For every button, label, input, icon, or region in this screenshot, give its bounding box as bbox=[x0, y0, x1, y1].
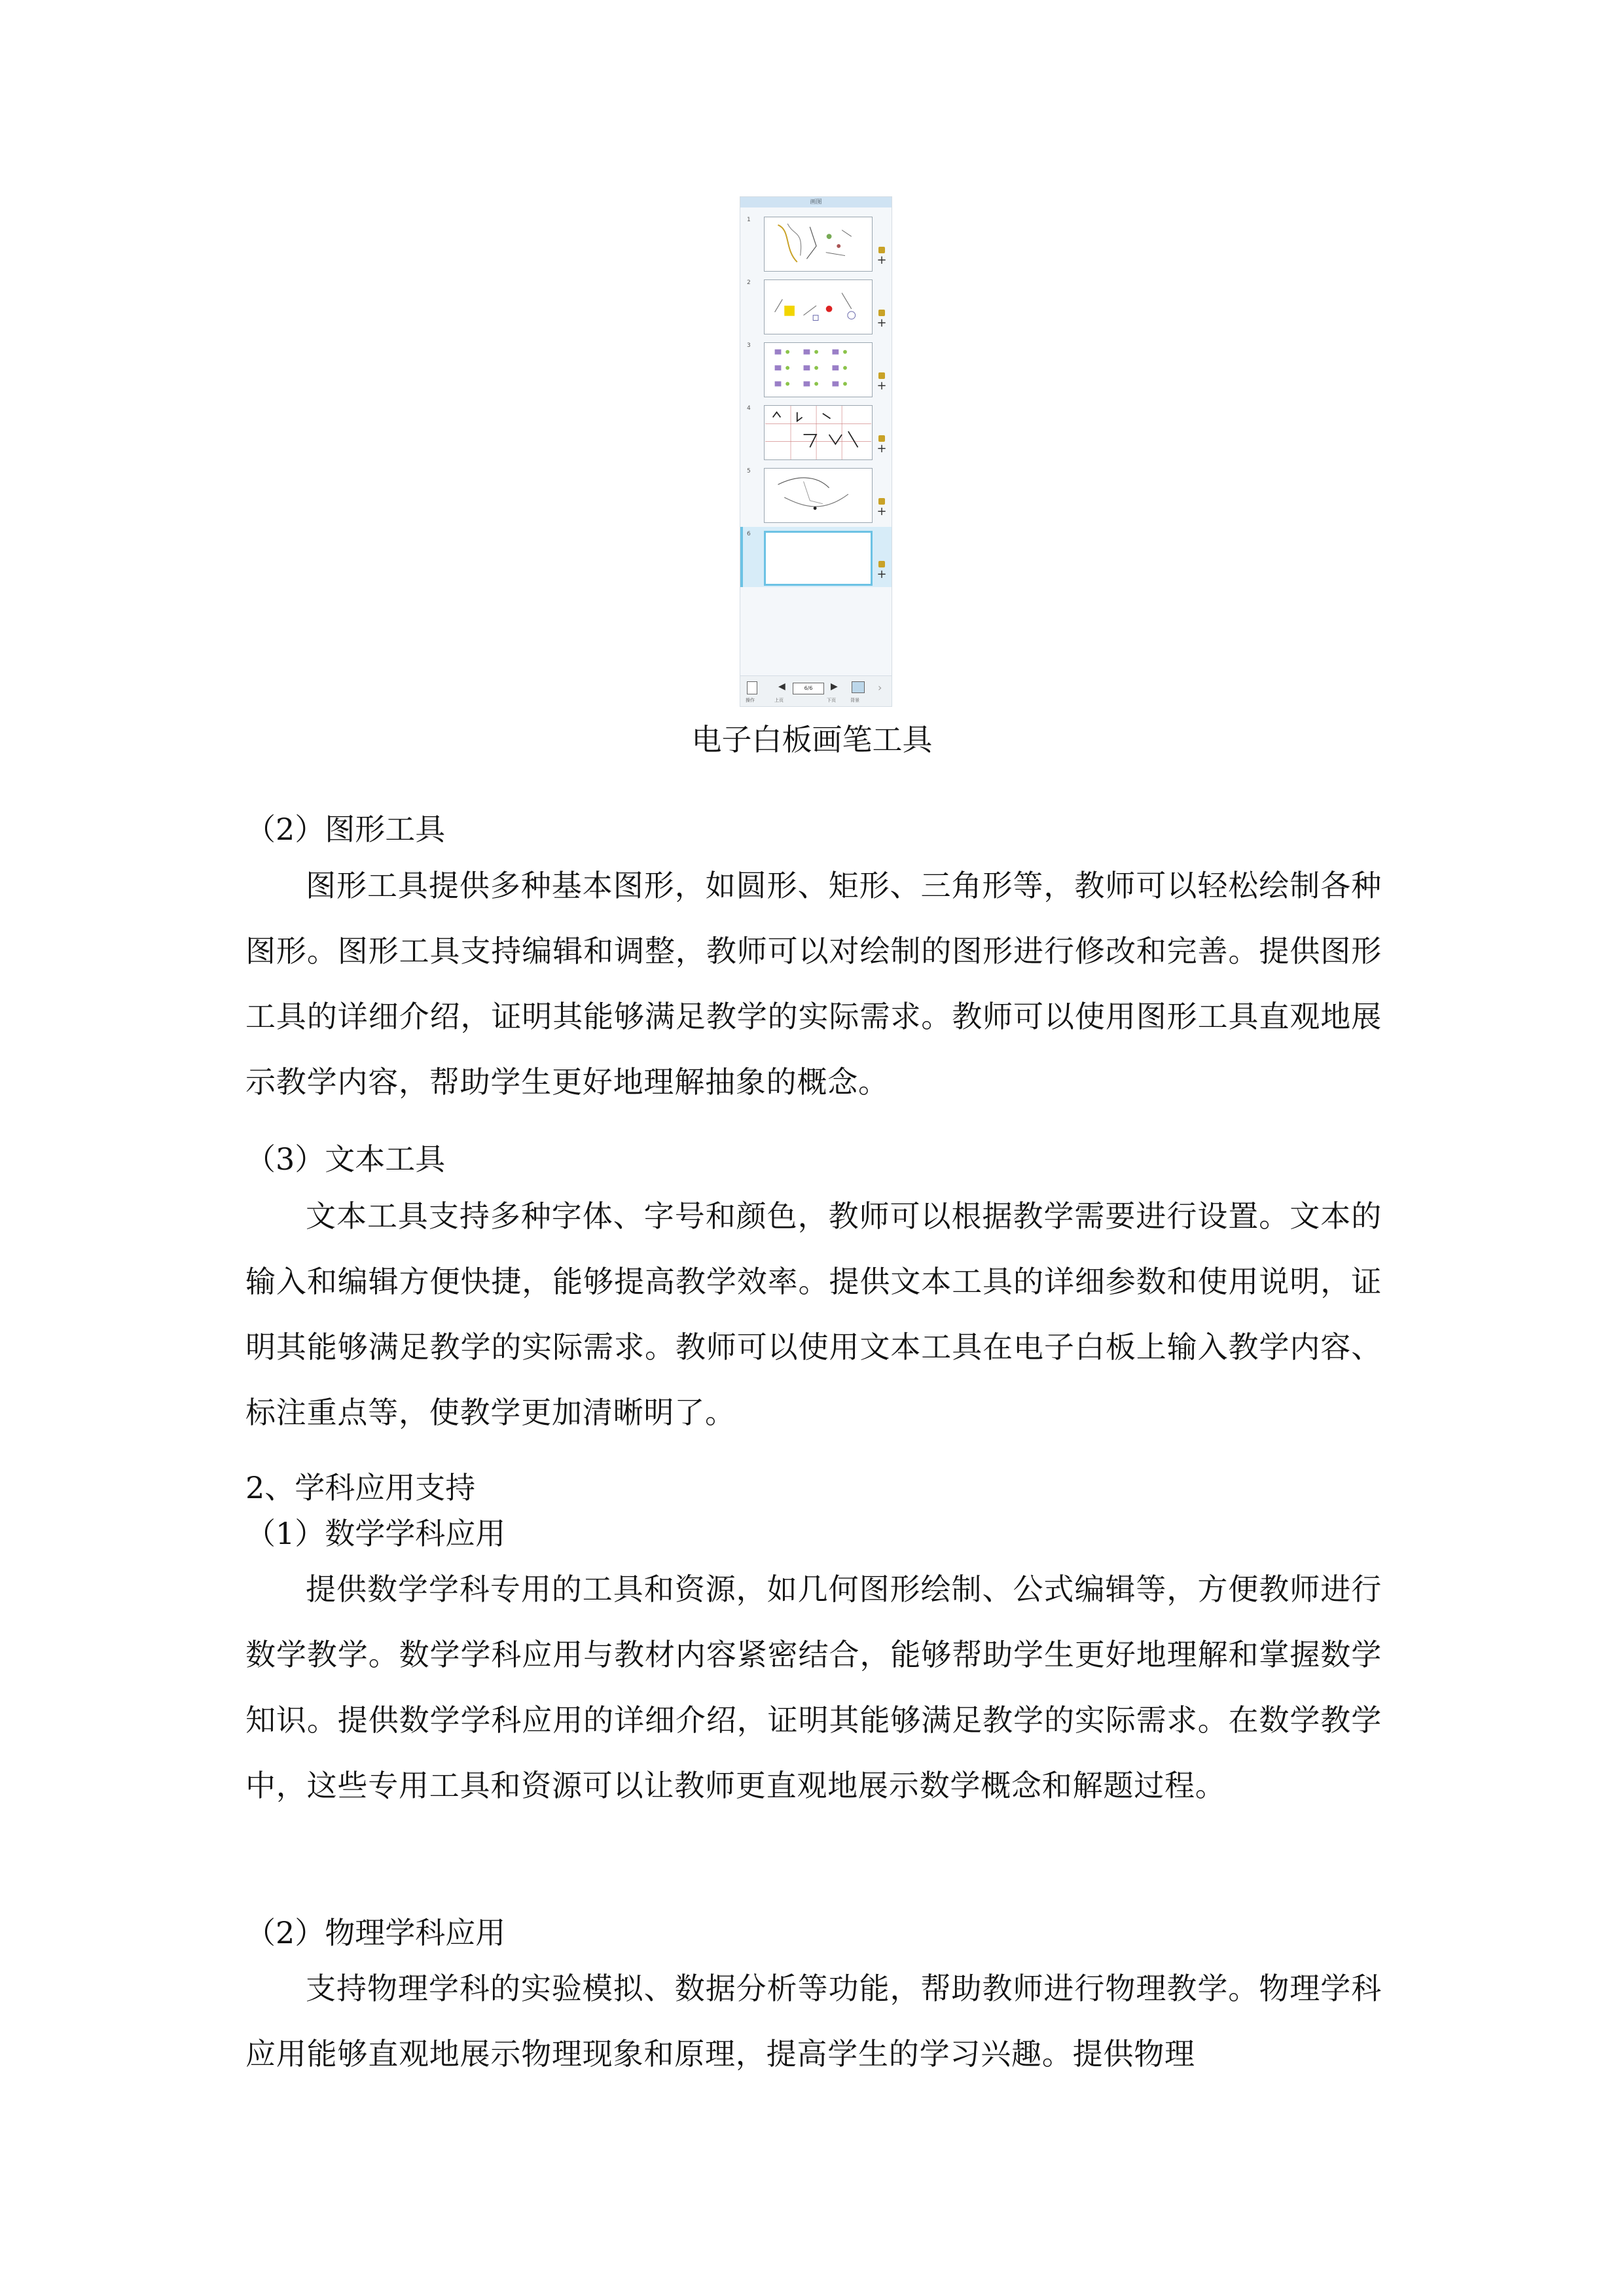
lock-icon[interactable] bbox=[878, 561, 885, 567]
add-page-icon[interactable]: + bbox=[876, 505, 887, 518]
lock-icon[interactable] bbox=[878, 372, 885, 379]
shapes-thumbnail-2 bbox=[765, 280, 872, 334]
panel-header: 画图 bbox=[740, 197, 892, 207]
paragraph-graphic-tools: 图形工具提供多种基本图形，如圆形、矩形、三角形等，教师可以轻松绘制各种图形。图形工具支持编辑和调整，教师可以对绘制的图形进行修改和完善。提供图形工具的详细介绍，证明其能够满足教学的实际需求。教师可以使用图形工具直观地展示教学内容，帮助学生更好地理解抽象的概念。 bbox=[245, 868, 1382, 1100]
add-page-icon[interactable]: + bbox=[876, 442, 887, 456]
sketch-thumbnail-5 bbox=[765, 469, 872, 522]
page-thumbnail[interactable] bbox=[764, 531, 873, 586]
add-page-icon[interactable]: + bbox=[876, 567, 887, 581]
page-row-3[interactable] bbox=[740, 338, 892, 399]
page-number: 4 bbox=[747, 405, 751, 412]
chevron-right-icon[interactable]: › bbox=[878, 681, 882, 694]
whiteboard-page-panel-screenshot bbox=[740, 196, 892, 707]
next-page-icon[interactable]: ▶ bbox=[831, 681, 838, 692]
page-indicator: 6/6 bbox=[793, 683, 824, 694]
page-thumbnail[interactable] bbox=[764, 342, 873, 397]
add-page-icon[interactable]: + bbox=[876, 379, 887, 393]
bottom-label: 下页 bbox=[827, 698, 836, 703]
section-heading-subject-support: 2、学科应用支持 bbox=[245, 1470, 476, 1505]
section-heading-physics: （2）物理学科应用 bbox=[245, 1915, 506, 1950]
lock-icon[interactable] bbox=[878, 435, 885, 442]
section-heading-text-tools: （3）文本工具 bbox=[245, 1141, 446, 1177]
background-icon[interactable] bbox=[852, 681, 865, 693]
page-row-2[interactable] bbox=[740, 276, 892, 336]
page-thumbnail[interactable] bbox=[764, 279, 873, 334]
section-heading-math: （1）数学学科应用 bbox=[245, 1516, 506, 1551]
paragraph-math: 提供数学学科专用的工具和资源，如几何图形绘制、公式编辑等，方便教师进行数学教学。数学学科应用与教材内容紧密结合，能够帮助学生更好地理解和掌握数学知识。提供数学学科应用的详细介绍，证明其能够满足教学的实际需求。在数学教学中，这些专用工具和资源可以让教师更直观地展示数学概念和解题过程。 bbox=[245, 1571, 1382, 1803]
section-heading-graphic-tools: （2）图形工具 bbox=[245, 812, 446, 847]
lock-icon[interactable] bbox=[878, 247, 885, 253]
lock-icon[interactable] bbox=[878, 498, 885, 505]
figure-caption: 电子白板画笔工具 bbox=[691, 722, 933, 757]
add-page-icon[interactable]: + bbox=[876, 316, 887, 330]
page-row-5[interactable] bbox=[740, 464, 892, 524]
page-number: 3 bbox=[747, 342, 751, 349]
document-icon[interactable] bbox=[747, 681, 757, 694]
page-number: 2 bbox=[747, 279, 751, 286]
bottom-label: 上页 bbox=[774, 698, 784, 703]
page-thumbnail[interactable] bbox=[764, 468, 873, 523]
prev-page-icon[interactable]: ◀ bbox=[778, 681, 785, 692]
page-thumbnail[interactable] bbox=[764, 405, 873, 460]
sketch-thumbnail-1 bbox=[765, 217, 872, 271]
lock-icon[interactable] bbox=[878, 310, 885, 316]
bottom-label: 操作 bbox=[746, 698, 755, 703]
page-row-4[interactable] bbox=[740, 401, 892, 461]
bottom-label: 背景 bbox=[850, 698, 859, 703]
page-number: 1 bbox=[747, 217, 751, 223]
grid-thumbnail-3 bbox=[765, 343, 872, 397]
handwriting-grid-thumbnail-4 bbox=[765, 406, 872, 459]
paragraph-text-tools: 文本工具支持多种字体、字号和颜色，教师可以根据教学需要进行设置。文本的输入和编辑方便快捷，能够提高教学效率。提供文本工具的详细参数和使用说明，证明其能够满足教学的实际需求。教师可以使用文本工具在电子白板上输入教学内容、标注重点等，使教学更加清晰明了。 bbox=[245, 1198, 1382, 1430]
page-number: 5 bbox=[747, 468, 751, 475]
page-row-1[interactable] bbox=[740, 213, 892, 273]
paragraph-physics: 支持物理学科的实验模拟、数据分析等功能，帮助教师进行物理教学。物理学科应用能够直观地展示物理现象和原理，提高学生的学习兴趣。提供物理 bbox=[245, 1971, 1382, 2072]
page-thumbnail[interactable] bbox=[764, 217, 873, 272]
page-number: 6 bbox=[747, 531, 751, 537]
add-page-icon[interactable]: + bbox=[876, 253, 887, 267]
page-row-6-active[interactable] bbox=[740, 527, 892, 587]
panel-bottom-toolbar bbox=[740, 675, 892, 706]
